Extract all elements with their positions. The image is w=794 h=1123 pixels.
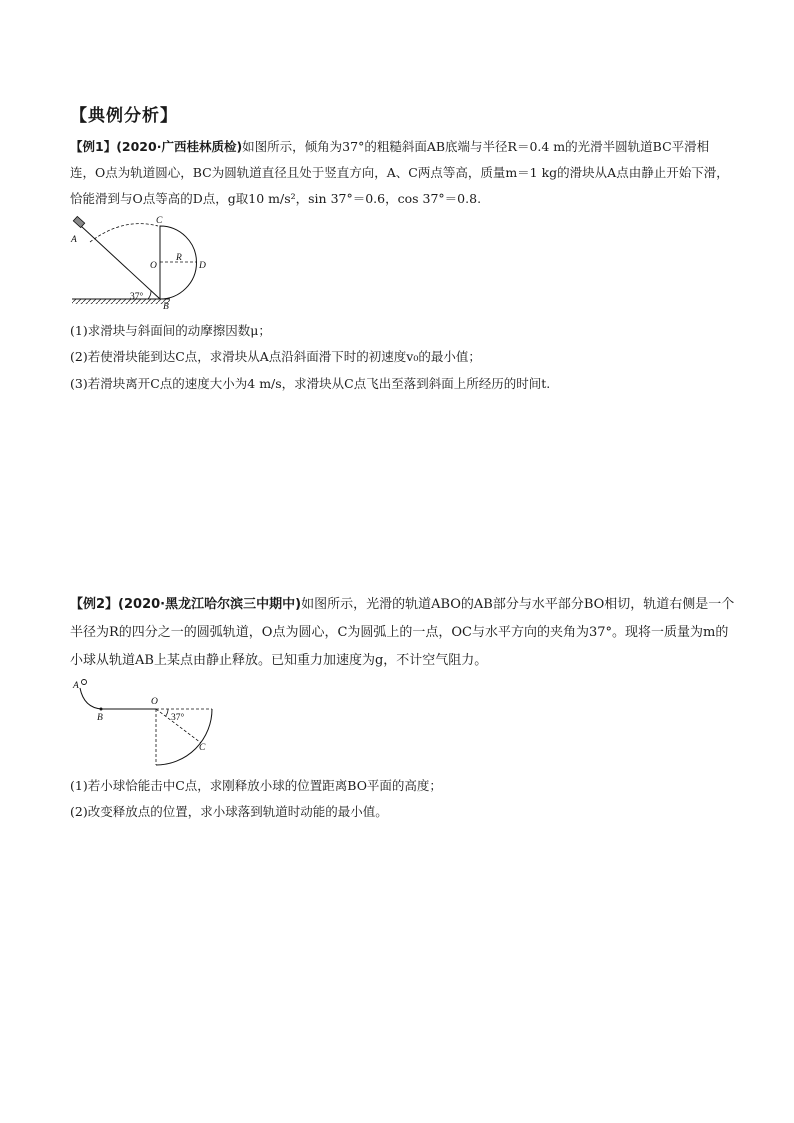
example-2-figure (68, 674, 218, 770)
example-1-tag: 【例1】(2020·广西桂林质检) (70, 139, 243, 154)
ball (82, 680, 87, 685)
example-1-question-2: (2)若使滑块能到达C点，求滑块从A点沿斜面滑下时的初速度v₀的最小值； (70, 349, 481, 364)
slider-block (73, 216, 84, 227)
label-c: C (156, 216, 163, 226)
example-2-question-1: (1)若小球恰能击中C点，求刚释放小球的位置距离BO平面的高度； (70, 778, 442, 793)
example-2-tag: 【例2】(2020·黑龙江哈尔滨三中期中) (70, 597, 302, 612)
label-o2: O (151, 697, 158, 707)
label-angle-2: 37° (171, 713, 185, 723)
label-b2: B (97, 713, 103, 723)
example-2-text: 如图所示，光滑的轨道ABO的AB部分与水平部分BO相切，轨道右侧是一个半径为R的四分之一的圆弧轨道，O点为圆心，C为圆弧上的一点，OC与水平方向的夹角为37°。现将一质量为m的小球从轨道AB上某点由静止释放。已知重力加速度为g，不计空气阻力。 (70, 597, 735, 668)
track-abo (80, 688, 156, 709)
example-2-question-2: (2)改变释放点的位置，求小球落到轨道时动能的最小值。 (70, 804, 388, 819)
incline-ab (81, 226, 160, 299)
label-c2: C (199, 743, 206, 753)
example-1-statement (70, 134, 730, 212)
angle-arc (148, 291, 151, 299)
trajectory-arc (90, 224, 158, 242)
example-2-statement (70, 591, 740, 675)
example-1-figure (68, 212, 218, 310)
point-b (100, 708, 103, 711)
label-a: A (71, 235, 77, 245)
label-d: D (199, 261, 206, 271)
example-1-text: 如图所示，倾角为37°的粗糙斜面AB底端与半径R＝0.4 m的光滑半圆轨道BC平滑相连，O点为轨道圆心，BC为圆轨道直径且处于竖直方向，A、C两点等高，质量m＝1 kg的滑块从A点由静止开始下滑，恰能滑到与O点等高的D点，g取10 m/s²，sin 37°＝0.6，cos 37°＝0.8. (70, 139, 729, 206)
label-a2: A (73, 681, 79, 691)
example-1-question-3: (3)若滑块离开C点的速度大小为4 m/s，求滑块从C点飞出至落到斜面上所经历的时间t. (70, 376, 551, 391)
label-r: R (176, 253, 182, 263)
section-heading: 【典例分析】 (70, 106, 178, 126)
example-1-question-1: (1)求滑块与斜面间的动摩擦因数μ； (70, 323, 271, 338)
label-o: O (150, 261, 157, 271)
angle-arc-2 (166, 709, 168, 716)
label-b: B (163, 302, 169, 310)
label-angle: 37° (130, 292, 144, 302)
ground-hatch (72, 299, 170, 304)
